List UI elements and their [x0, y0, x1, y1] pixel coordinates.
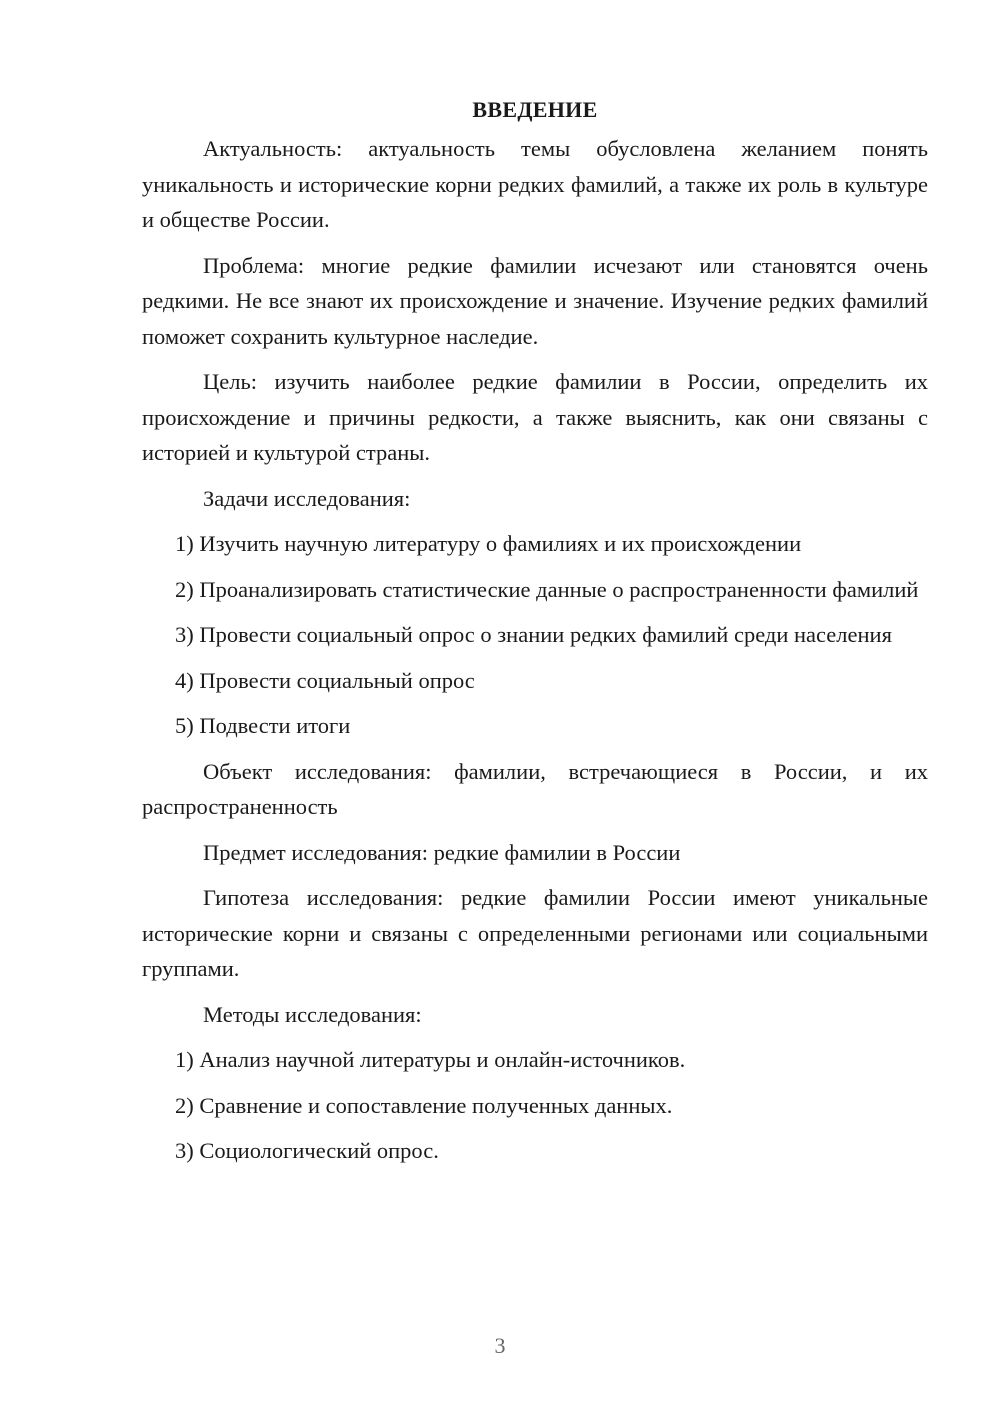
subject-paragraph: Предмет исследования: редкие фамилии в России	[203, 839, 681, 865]
task-item-1: 1) Изучить научную литературу о фамилиях и их происхождении	[175, 531, 802, 556]
relevance-paragraph: Актуальность: актуальность темы обусловлена желанием понять уникальность и исторические корни редких фамилий, а также их роль в культуре и обществе России.	[142, 136, 928, 232]
method-item-2: 2) Сравнение и сопоставление полученных данных.	[175, 1092, 673, 1118]
problem-paragraph: Проблема: многие редкие фамилии исчезают или становятся очень редкими. Не все знают их происхождение и значение. Изучение редких фамилий поможет сохранить культурное наследие.	[142, 252, 928, 349]
method-item-1: 1) Анализ научной литературы и онлайн-источников.	[175, 1047, 686, 1072]
object-paragraph: Объект исследования: фамилии, встречающиеся в России, и их распространенность	[142, 758, 928, 819]
task-item-2: 2) Проанализировать статистические данные о распространенности фамилий	[175, 576, 919, 602]
hypothesis-paragraph: Гипотеза исследования: редкие фамилии России имеют уникальные исторические корни и связаны с определенными регионами или социальными группами.	[142, 885, 928, 981]
task-item-3: 3) Провести социальный опрос о знании редких фамилий среди населения	[175, 622, 892, 647]
section-title: ВВЕДЕНИЕ	[472, 97, 598, 122]
task-item-5: 5) Подвести итоги	[175, 713, 351, 738]
document-page	[142, 93, 928, 1179]
method-item-3: 3) Социологический опрос.	[175, 1138, 439, 1163]
methods-heading: Методы исследования:	[203, 1001, 422, 1027]
goal-paragraph: Цель: изучить наиболее редкие фамилии в России, определить их происхождение и причины редкости, а также выяснить, как они связаны с историей и культурой страны.	[142, 369, 928, 465]
page-number: 3	[494, 1333, 506, 1358]
task-item-4: 4) Провести социальный опрос	[175, 667, 475, 693]
tasks-heading: Задачи исследования:	[203, 485, 411, 511]
